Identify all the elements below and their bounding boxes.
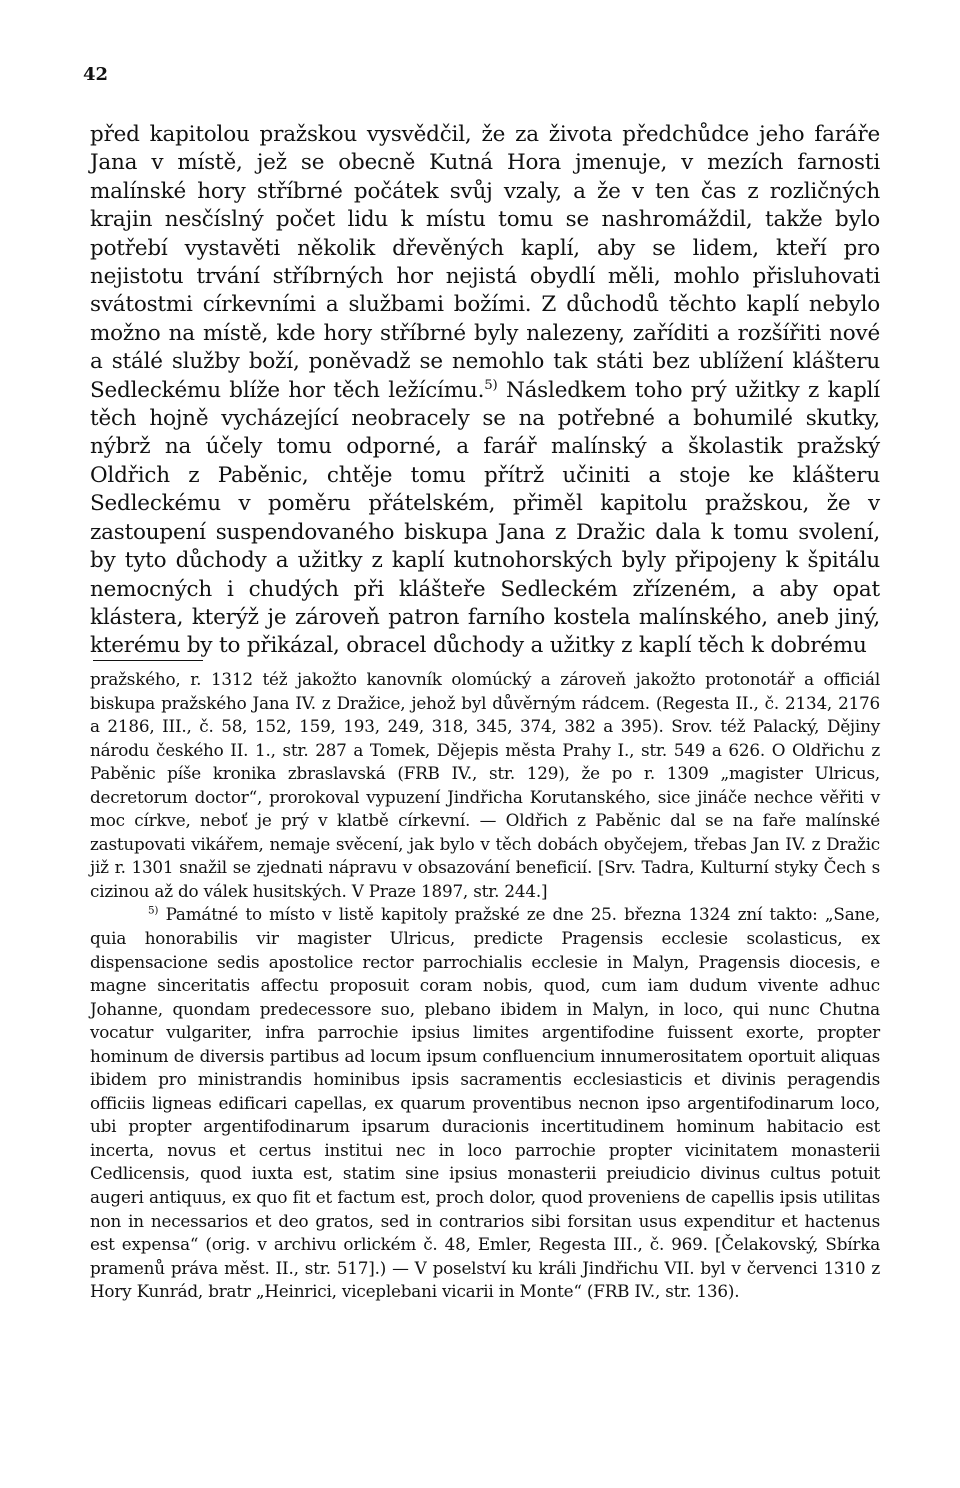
main-paragraph-continuation: Následkem toho prý užitky z kaplí těch hojně vycházející neobracely se na potřebné a bohumilé skutky, nýbrž na účely tomu odporné, a farář malínský a školastik pražský Oldřich z Paběnic, chtěje tomu přítrž učiniti a stoje ke klášteru Sedleckému v poměru přátelském, přiměl kapitolu pražskou, že v zastoupení suspendovaného biskupa Jana z Dražic dala k tomu svolení, by tyto důchody a užitky z kaplí kutnohorských byly připojeny k špitálu nemocných i chudých při klášteře Sedleckém zřízeném, a aby opat klástera, kterýž je zároveň patron farního kostela malínského, aneb jiný, kterému by to přikázal, obracel důchody a užitky z kaplí těch k dobrému [90, 377, 880, 659]
footnotes [90, 668, 880, 1304]
footnote-reference-5: 5) [484, 377, 498, 393]
footnote-5-mark: 5) [148, 904, 159, 917]
footnote-5-text: Památné to místo v listě kapitoly pražské ze dne 25. března 1324 zní takto: „Sane, quia honorabilis vir magister Ulricus, predicte Pragensis ecclesie scolasticus, ex dispensacione sedis apostolice rector parrochialis ecclesie in Malyn, Pragensis diocesis, e magne sinceritatis affectu proposuit coram nobis, quod, cum iam dudum vivente adhuc Johanne, quondam predecessore suo, plebano ibidem in Malyn, in loco, qui nunc Chutna vocatur vulgariter, infra parrochie ipsius limites argentifodine fuissent exorte, propter hominum de diversis partibus ad locum ipsum confluencium innumerositatem oportuit aliquas ibidem pro ministrandis hominibus ipsis sacramentis ecclesiasticis et divinis peragendis officiis ligneas edificari capellas, ex quarum proventibus necnon ipso argentifodinarum loco, ubi propter argentifodinarum ipsarum duracionis incertitudinem hominum habitacio est incerta, novus et certus institui nec in loco parrochie propter vicinitatem monasterii Cedlicensis, quod iuxta est, statim sine ipsius monasterii preiudicio divinus cultus potuit augeri antiquus, ex quo fit et factum est, proch dolor, quod proveniens de capellis ipsis utilitas non in necessarios et deo gratos, sed in contrarios sibi forsitan usus expenditur et hactenus est expensa“ (orig. v archivu orlickém č. 48, Emler, Regesta III., č. 969. [Čelakovský, Sbírka pramenů práva měst. II., str. 517].) — V poselství ku králi Jindřichu VII. byl v červenci 1310 z Hory Kunrád, bratr „Heinrici, viceplebani vicarii in Monte“ (FRB IV., str. 136). [90, 904, 880, 1302]
footnote-5 [90, 903, 880, 1303]
page-number: 42 [83, 64, 109, 85]
footnote-continued: pražského, r. 1312 též jakožto kanovník olomúcký a zároveň jakožto protonotář a officiál biskupa pražského Jana IV. z Dražice, jehož byl důvěrným rádcem. (Regesta II., č. 2134, 2176 a 2186, III., č. 58, 152, 159, 193, 249, 318, 345, 374, 382 a 395). Srov. též Palacký, Dějiny národu českého II. 1., str. 287 a Tomek, Dějepis města Prahy I., str. 549 a 626. O Oldřichu z Paběnic píše kronika zbraslavská (FRB IV., str. 129), že po r. 1309 „magister Ulricus, decretorum doctor“, prorokoval vypuzení Jindřicha Korutanského, sice jináče nechce věřiti v moc církve, neboť je prý v klatbě církevní. — Oldřich z Paběnic dal se na faře malínské zastupovati vikářem, nemaje svěcení, jak bylo v těch dobách obyčejem, třebas Jan IV. z Dražic již r. 1301 snažil se zjednati nápravu v obsazování beneficií. [Srv. Tadra, Kulturní styky Čech s cizinou až do válek husitských. V Praze 1897, str. 244.] [90, 669, 880, 901]
footnote-separator [93, 660, 203, 661]
main-text [90, 121, 880, 661]
main-paragraph-text: před kapitolou pražskou vysvědčil, že za života předchůdce jeho faráře Jana v místě, jež se obecně Kutná Hora jmenuje, v mezích farnosti malínské hory stříbrné počátek svůj vzaly, a že v ten čas z rozličných krajin nesčíslný počet lidu k místu tomu se nashromáždil, takže bylo potřebí vystavěti několik dřevěných kaplí, aby se lidem, kteří pro nejistotu trvání stříbrných hor nejistá obydlí měli, mohlo přisluhovati svátostmi církevními a službami božími. Z důchodů těchto kaplí nebylo možno na místě, kde hory stříbrné byly nalezeny, zaříditi a rozšířiti nové a stálé služby boží, poněvadž se nemohlo tak státi bez ublížení klášteru Sedleckému blíže hor těch ležícímu. [90, 122, 880, 403]
main-paragraph [90, 121, 880, 661]
